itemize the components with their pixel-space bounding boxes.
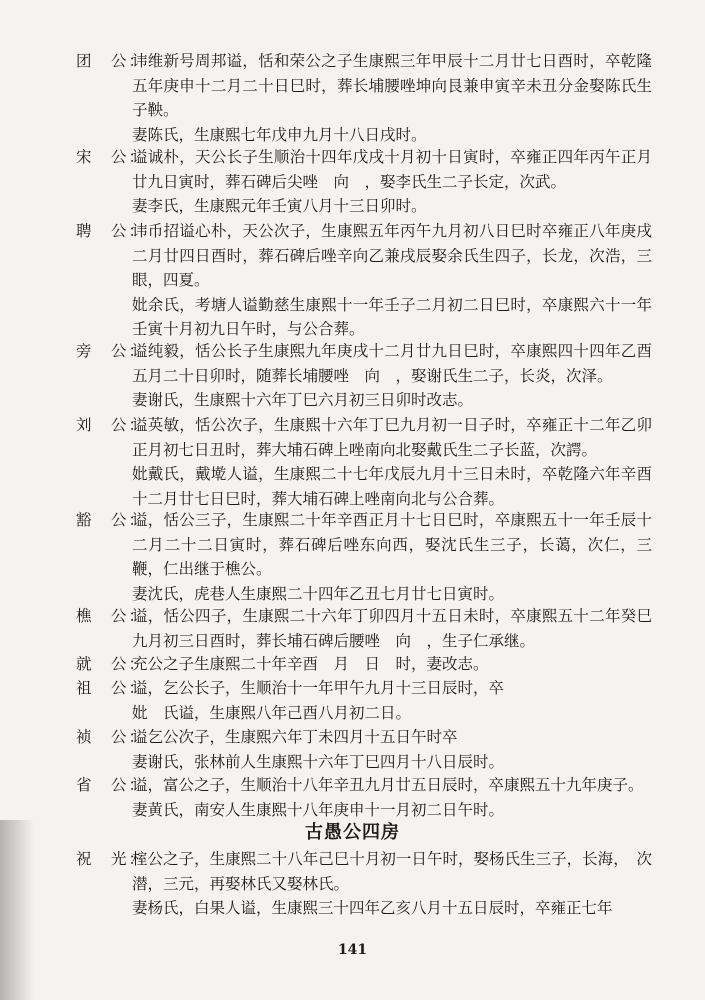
page-number: 141 — [337, 942, 368, 958]
entry-body — [132, 773, 652, 822]
entry-name: 樵 公： — [76, 607, 147, 625]
entry-body — [132, 413, 652, 511]
entry-name: 省 公： — [76, 776, 147, 794]
entry-body — [132, 508, 652, 606]
entry-line: 妻谢氏，张林前人生康熙十六年丁巳四月十八日辰时。 — [132, 752, 505, 771]
entry-body — [132, 652, 652, 677]
entry-line: 讳币招谥心朴，天公次子，生康熙五年丙午九月初八日巳时卒雍正八年庚戌二月廿四日酉时，葬石碑后唑辛向乙兼戌辰娶余氏生四子，长龙，次浩，三眼，四夏。 — [132, 222, 652, 290]
entry-body — [132, 145, 652, 219]
entry-line: 谥，富公之子，生顺治十八年辛丑九月廿五日辰时，卒康熙五十九年庚子。 — [132, 776, 644, 794]
entry-body — [132, 847, 652, 921]
entry-name: 宋 公： — [76, 148, 147, 166]
entry-line: 谥，恬公四子，生康熙二十六年丁卯四月十五日未时，卒康熙五十二年癸巳九月初三日酉时，葬长埔石碑后腰唑 向 ，生子仁承继。 — [132, 607, 652, 650]
entry-line: 妣 氏谥，生康熙八年己酉八月初二日。 — [132, 703, 412, 722]
entry-line: 妻谢氏，生康熙十六年丁巳六月初三日卯时改志。 — [132, 391, 474, 410]
entry-name: 聘 公： — [76, 222, 147, 240]
entry-body — [132, 49, 652, 147]
entry-line: 妻陈氏，生康熙七年戊申九月十八日戌时。 — [132, 125, 427, 144]
entry-line: 讳维新号周邦谥，恬和荣公之子生康熙三年甲辰十二月廿七日酉时，卒乾隆五年庚申十二月二十日巳时，葬长埔腰唑坤向艮兼申寅辛未丑分金娶陈氏生子鞅。 — [132, 52, 652, 120]
entry-line: 谥诚朴，天公长子生顺治十四年戊戌十月初十日寅时，卒雍正四年丙午正月廿九日寅时，葬石碑后尖唑 向 ，娶李氏生二子长定，次武。 — [132, 148, 652, 191]
entry-line: 妻沈氏，虎巷人生康熙二十四年乙丑七月廿七日寅时。 — [132, 584, 505, 603]
section-heading: 古愚公四房 — [305, 822, 400, 843]
entry-line: 谥英敏，恬公次子，生康熙十六年丁巳九月初一日子时，卒雍正十二年乙卯正月初七日丑时，葬大埔石碑上唑南向北娶戴氏生二子长蓝，次諤。 — [132, 416, 652, 459]
entry-line: 妣余氏，考塘人谥勤慈生康熙十一年壬子二月初二日巳时，卒康熙六十一年壬寅十月初九日午时，与公合葬。 — [132, 295, 652, 339]
entry-body — [132, 339, 652, 413]
entry-body — [132, 725, 652, 774]
entry-name: 就 公： — [76, 655, 147, 673]
entry-name: 旁 公： — [76, 342, 147, 360]
entry-line: 谥，恬公三子，生康熙二十年辛酉正月十七日巳时，卒康熙五十一年壬辰十二月二十二日寅时，葬石碑后唑东向西，娶沈氏生三子，长蔼，次仁，三鞭，仁出继于樵公。 — [132, 511, 652, 579]
scan-edge-shadow — [0, 820, 34, 1000]
entry-name: 祯 公： — [76, 728, 147, 746]
entry-body — [132, 219, 652, 342]
entry-name: 豁 公： — [76, 511, 147, 529]
entry-line: 谥乞公次子，生康熙六年丁未四月十五日午时卒 — [132, 728, 458, 746]
entry-line: 妻李氏，生康熙元年壬寅八月十三日卯时。 — [132, 197, 427, 216]
entry-body — [132, 604, 652, 653]
entry-name: 团 公： — [76, 52, 147, 70]
entry-name: 刘 公： — [76, 416, 147, 434]
entry-line: 充公之子生康熙二十年辛酉 月 日 时，妻改志。 — [132, 655, 489, 673]
entry-line: 妻杨氏，白果人谥，生康熙三十四年乙亥八月十五日辰时，卒雍正七年 — [132, 899, 613, 918]
entry-line: 榁公之子，生康熙二十八年己巳十月初一日午时，娶杨氏生三子，长海， 次潜，三元，再娶林氏又娶林氏。 — [132, 850, 652, 893]
entry-body — [132, 676, 652, 725]
entry-line: 谥，乞公长子，生顺治十一年甲午九月十三日辰时，卒 — [132, 679, 505, 697]
entry-line: 谥纯毅，恬公长子生康熙九年庚戌十二月廿九日巳时，卒康熙四十四年乙酉五月二十日卯时，随葬长埔腰唑 向 ，娶谢氏生二子，长炎，次泽。 — [132, 342, 652, 385]
entry-line: 妣戴氏，戴墘人谥，生康熙二十七年戊辰九月十三日未时，卒乾隆六年辛酉十二月廿七日巳时，葬大埔石碑上唑南向北与公合葬。 — [132, 465, 652, 508]
entry-name: 祝 光： — [76, 850, 147, 868]
entry-name: 祖 公： — [76, 679, 147, 697]
entry-line: 妻黄氏，南安人生康熙十八年庚申十一月初二日午时。 — [132, 800, 505, 819]
